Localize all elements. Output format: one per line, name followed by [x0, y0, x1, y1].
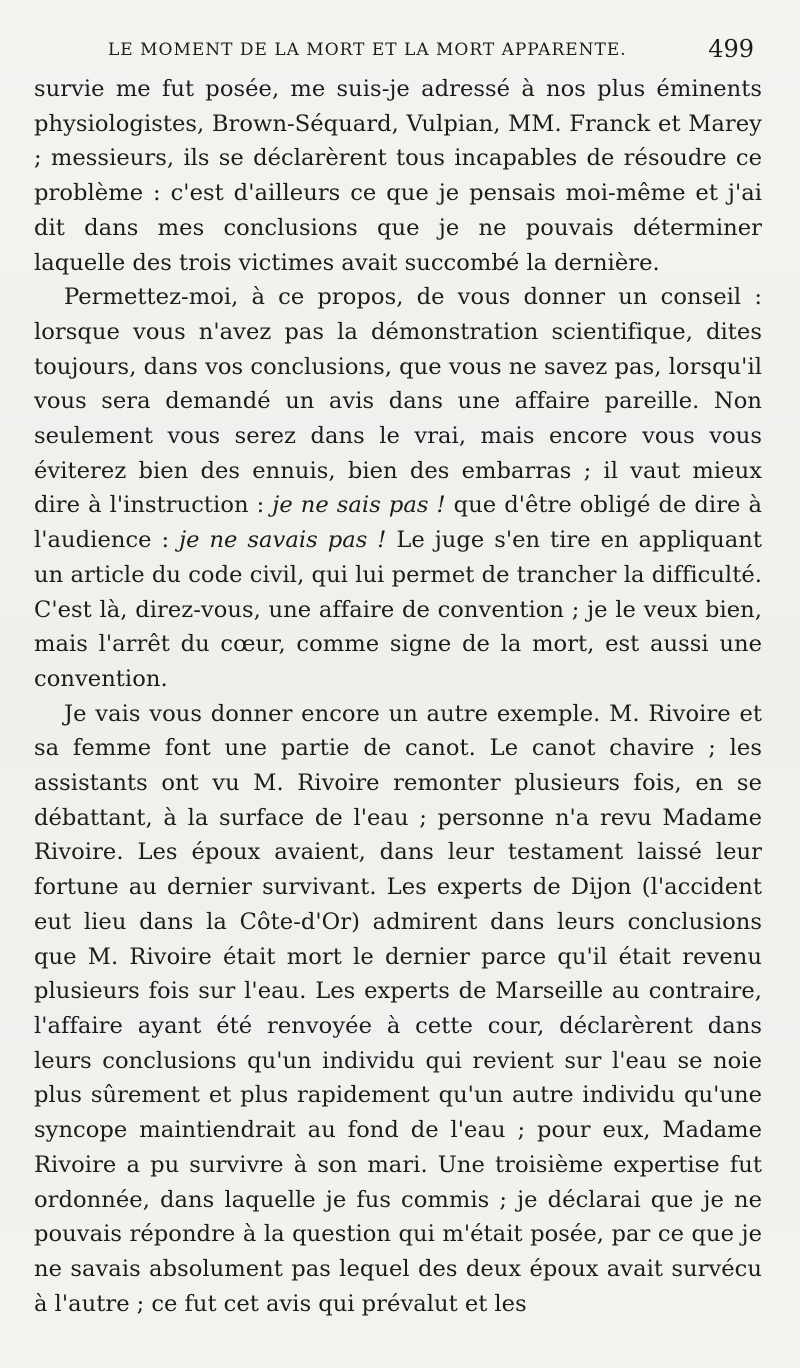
italic-text: je ne savais pas ! — [179, 527, 387, 554]
text-run: survie me fut posée, me suis-je adressé à nos plus éminents physiologistes, Brown-Séquard, Vulpian, MM. Franck et Marey ; messieurs, ils se déclarèrent tous incapables de résoudre ce problème : c'est d'ailleurs ce que je pensais moi-même et j'ai dit dans mes conclusions que je ne pouvais déterminer laquelle des trois victimes avait succombé la dernière. — [34, 76, 762, 276]
text-run: Je vais vous donner encore un autre exemple. M. Rivoire et sa femme font une partie de canot. Le canot chavire ; les assistants ont vu M. Rivoire remonter plusieurs fois, en se débattant, à la surface de l'eau ; personne n'a revu Madame Rivoire. Les époux avaient, dans leur testament laissé leur fortune au dernier survivant. Les experts de Dijon (l'accident eut lieu dans la Côte-d'Or) admirent dans leurs conclusions que M. Rivoire était mort le dernier parce qu'il était revenu plusieurs fois sur l'eau. Les experts de Marseille au contraire, l'affaire ayant été renvoyée à cette cour, déclarèrent dans leurs conclusions qu'un individu qui revient sur l'eau se noie plus sûrement et plus rapidement qu'un autre individu qu'une syncope maintiendrait au fond de l'eau ; pour eux, Madame Rivoire a pu survivre à son mari. Une troisième expertise fut ordonnée, dans laquelle je fus commis ; je déclarai que je ne pouvais répondre à la question qui m'était posée, par ce que je ne savais absolument pas lequel des deux époux avait survécu à l'autre ; ce fut cet avis qui prévalut et les — [34, 700, 762, 1317]
text-run: Le juge s'en tire en appliquant un article du code civil, qui lui permet de trancher la difficulté. C'est là, direz-vous, une affaire de convention ; je le veux bien, mais l'arrêt du cœur, comme signe de la mort, est aussi une convention. — [34, 527, 762, 692]
page-header — [108, 32, 756, 68]
paragraph-3 — [34, 697, 762, 1322]
paragraph-2 — [34, 280, 762, 696]
text-run: Permettez-moi, à ce propos, de vous donner un conseil : lorsque vous n'avez pas la démonstration scientifique, dites toujours, dans vos conclusions, que vous ne savez pas, lorsqu'il vous sera demandé un avis dans une affaire pareille. Non seulement vous serez dans le vrai, mais encore vous vous éviterez bien des ennuis, bien des embarras ; il vaut mieux dire à l'instruction : — [34, 284, 762, 519]
italic-text: je ne sais pas ! — [272, 492, 446, 519]
body-text — [34, 72, 762, 1321]
page-number: 499 — [708, 35, 754, 63]
paragraph-1 — [34, 72, 762, 280]
running-title: LE MOMENT DE LA MORT ET LA MORT APPARENTE. — [108, 40, 627, 60]
text-run: que d'être obligé de dire à l'audience : — [34, 492, 762, 554]
